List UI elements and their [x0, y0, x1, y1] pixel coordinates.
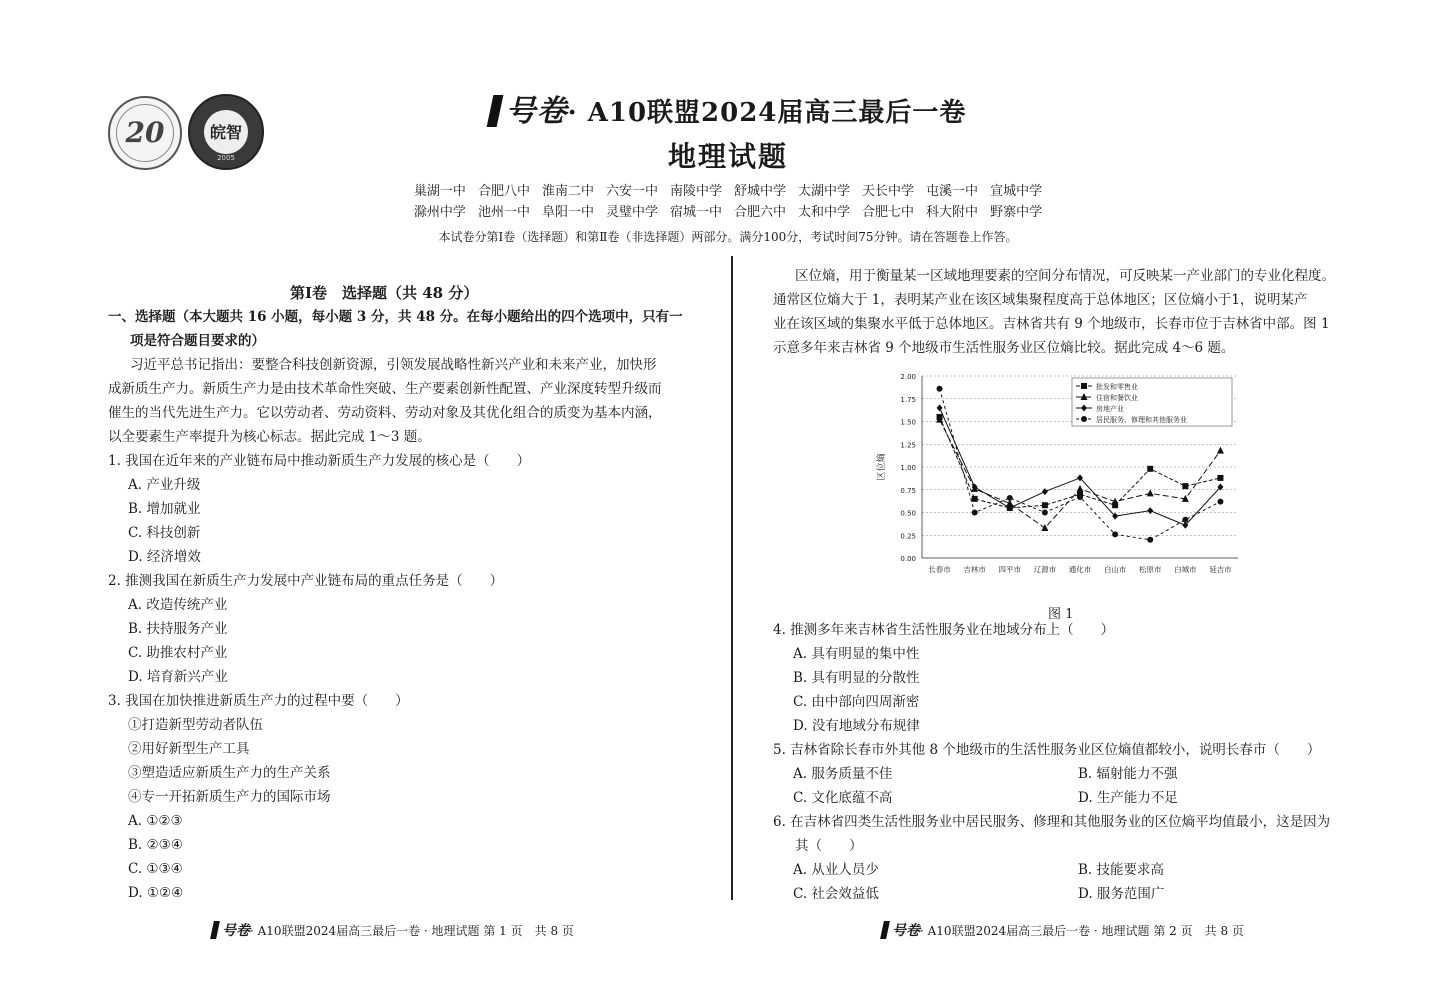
passage-line: 通常区位熵大于 1，表明某产业在该区域集聚程度高于总体地区；区位熵小于1，说明某产 [773, 292, 1308, 308]
footer-left: 号卷· A10联盟2024届高三最后一卷 · 地理试题 第 1 页 共 8 页 [212, 920, 574, 940]
legend-label: 居民服务、修理和其他服务业 [1096, 416, 1187, 424]
data-point [972, 510, 978, 516]
y-tick-label: 0.25 [900, 532, 916, 541]
x-tick-label: 四平市 [998, 565, 1022, 574]
data-point [1147, 537, 1153, 543]
passage-line: 以全要素生产率提升为核心标志。据此完成 1～3 题。 [108, 429, 431, 445]
data-point [1217, 475, 1223, 481]
series-line [940, 420, 1221, 528]
answer-option: C. 助推农村产业 [128, 645, 228, 661]
answer-option: A. 改造传统产业 [128, 597, 228, 613]
footer-right: 号卷· A10联盟2024届高三最后一卷 · 地理试题 第 2 页 共 8 页 [882, 920, 1244, 940]
legend-marker [1081, 383, 1087, 389]
passage-line: 示意多年来吉林省 9 个地级市生活性服务业区位熵比较。据此完成 4～6 题。 [773, 340, 1235, 356]
x-tick-label: 辽源市 [1033, 565, 1057, 574]
answer-option: A. 从业人员少 [793, 862, 879, 878]
statement-item: ④专一开拓新质生产力的国际市场 [128, 789, 331, 805]
answer-option: C. ①③④ [128, 861, 183, 877]
answer-option: A. 服务质量不佳 [793, 766, 893, 782]
answer-option: D. 培育新兴产业 [128, 669, 228, 685]
answer-option: B. ②③④ [128, 837, 183, 853]
exam-notice: 本试卷分第Ⅰ卷（选择题）和第Ⅱ卷（非选择题）两部分。满分100分，考试时间75分钟。请在答题卷上作答。 [438, 230, 1018, 244]
answer-option: C. 社会效益低 [793, 886, 879, 902]
brand-mark-icon [486, 95, 503, 127]
answer-option: D. 经济增效 [128, 549, 201, 565]
answer-option: C. 文化底蕴不高 [793, 790, 893, 806]
answer-option: C. 科技创新 [128, 525, 201, 541]
y-tick-label: 1.50 [900, 418, 916, 427]
data-point [1007, 495, 1013, 501]
answer-option: B. 具有明显的分散性 [793, 670, 920, 686]
x-tick-label: 延吉市 [1209, 565, 1232, 574]
legend-label: 房地产业 [1096, 405, 1124, 413]
answer-option: A. ①②③ [128, 813, 183, 829]
passage-line: 成新质生产力。新质生产力是由技术革命性突破、生产要素创新性配置、产业深度转型升级而 [108, 381, 662, 397]
statement-item: ①打造新型劳动者队伍 [128, 717, 263, 733]
data-point [937, 386, 943, 392]
question-stem-cont: 其（ ） [795, 838, 863, 854]
right-passage [773, 264, 1351, 360]
data-point [1042, 502, 1048, 508]
page-divider [731, 256, 733, 900]
y-axis-label: 区位熵 [877, 453, 887, 481]
x-tick-label: 通化市 [1068, 565, 1092, 574]
figure-caption: 图 1 [1048, 607, 1074, 622]
y-tick-label: 1.00 [900, 464, 916, 472]
data-point [1147, 489, 1154, 496]
data-point [937, 404, 943, 411]
legend-label: 住宿和餐饮业 [1096, 394, 1138, 402]
answer-option: A. 产业升级 [128, 477, 201, 493]
brand-mark-icon [210, 921, 220, 939]
option-pair [773, 882, 1351, 906]
data-point [1182, 517, 1188, 523]
option-pair [773, 762, 1351, 786]
data-point [972, 496, 978, 502]
instruction-line: 一、选择题（本大题共 16 小题，每小题 3 分，共 48 分。在每小题给出的四个选项中，只有一 [108, 309, 683, 325]
y-tick-label: 0.75 [900, 486, 916, 495]
y-tick-label: 2.00 [900, 373, 916, 381]
data-point [1217, 499, 1223, 505]
passage-line: 催生的当代先进生产力。它以劳动者、劳动资料、劳动对象及其优化组合的质变为基本内涵， [108, 405, 662, 421]
statement-item: ②用好新型生产工具 [128, 741, 250, 757]
location-quotient-chart [860, 368, 1250, 580]
answer-option: B. 技能要求高 [1078, 862, 1165, 878]
x-tick-label: 白城市 [1174, 565, 1197, 574]
answer-option: C. 由中部向四周渐密 [793, 694, 920, 710]
answer-option: D. 服务范围广 [1078, 886, 1165, 902]
answer-option: B. 辐射能力不强 [1078, 766, 1178, 782]
question-stem: 4. 推测多年来吉林省生活性服务业在地域分布上（ ） [773, 622, 1115, 638]
exam-title: 号卷· A10联盟2024届高三最后一卷 [0, 86, 1456, 130]
y-tick-label: 1.25 [900, 441, 916, 450]
answer-option: B. 增加就业 [128, 501, 201, 517]
answer-option: B. 扶持服务产业 [128, 621, 228, 637]
data-point [1077, 485, 1084, 492]
school-list-row1: 巢湖一中 合肥八中 淮南二中 六安一中 南陵中学 舒城中学 太湖中学 天长中学 屯溪一中 宣城中学 [413, 184, 1043, 199]
x-tick-label: 白山市 [1103, 565, 1127, 574]
answer-option: D. 没有地域分布规律 [793, 718, 920, 734]
data-point [1042, 488, 1048, 495]
alliance-logo: 20 [108, 96, 182, 170]
data-point [1147, 466, 1153, 472]
data-point [1112, 531, 1118, 537]
statement-item: ③塑造适应新质生产力的生产关系 [128, 765, 331, 781]
data-point [1077, 494, 1083, 500]
question-stem: 3. 我国在加快推进新质生产力的过程中要（ ） [108, 693, 409, 709]
question-stem: 2. 推测我国在新质生产力发展中产业链布局的重点任务是（ ） [108, 573, 504, 589]
school-list-row2: 滁州中学 池州一中 阜阳一中 灵璧中学 宿城一中 合肥六中 太和中学 合肥七中 科大附中 野寨中学 [413, 205, 1043, 220]
wanzhi-education-logo: 皖智 2005 [188, 94, 264, 170]
data-point [1147, 507, 1153, 514]
question-stem: 5. 吉林省除长春市外其他 8 个地级市的生活性服务业区位熵值都较小，说明长春市（ ） [773, 742, 1321, 758]
option-pair [773, 786, 1351, 810]
passage-line: 业在该区域的集聚水平低于总体地区。吉林省共有 9 个地级市，长春市位于吉林省中部。图 1 [773, 316, 1330, 332]
instruction-line: 项是符合题目要求的） [130, 333, 265, 349]
option-pair [773, 858, 1351, 882]
passage-line: 习近平总书记指出：要整合科技创新资源，引领发展战略性新兴产业和未来产业，加快形 [130, 357, 657, 373]
brand-mark-icon [880, 921, 890, 939]
data-point [1042, 510, 1048, 516]
answer-option: D. 生产能力不足 [1078, 790, 1178, 806]
x-tick-label: 松原市 [1138, 565, 1162, 574]
subject-title: 地理试题 [667, 140, 788, 173]
question-stem: 1. 我国在近年来的产业链布局中推动新质生产力发展的核心是（ ） [108, 453, 531, 469]
question-stem: 6. 在吉林省四类生活性服务业中居民服务、修理和其他服务业的区位熵平均值最小，这是因为 [773, 814, 1331, 830]
left-column [108, 305, 698, 905]
passage-line: 区位熵，用于衡量某一区域地理要素的空间分布情况，可反映某一产业部门的专业化程度。 [795, 268, 1335, 284]
legend-label: 批发和零售业 [1096, 383, 1138, 391]
legend-marker [1081, 416, 1087, 422]
data-point [1217, 447, 1224, 454]
y-tick-label: 1.75 [900, 395, 916, 404]
y-tick-label: 0.50 [900, 509, 916, 518]
x-tick-label: 吉林市 [963, 565, 986, 574]
right-questions [773, 618, 1351, 906]
answer-option: D. ①②④ [128, 885, 184, 901]
section-title: 第Ⅰ卷 选择题（共 48 分） [290, 284, 479, 302]
answer-option: A. 具有明显的集中性 [793, 646, 920, 662]
data-point [1182, 483, 1188, 489]
y-tick-label: 0.00 [900, 555, 916, 563]
x-tick-label: 长春市 [928, 565, 951, 574]
